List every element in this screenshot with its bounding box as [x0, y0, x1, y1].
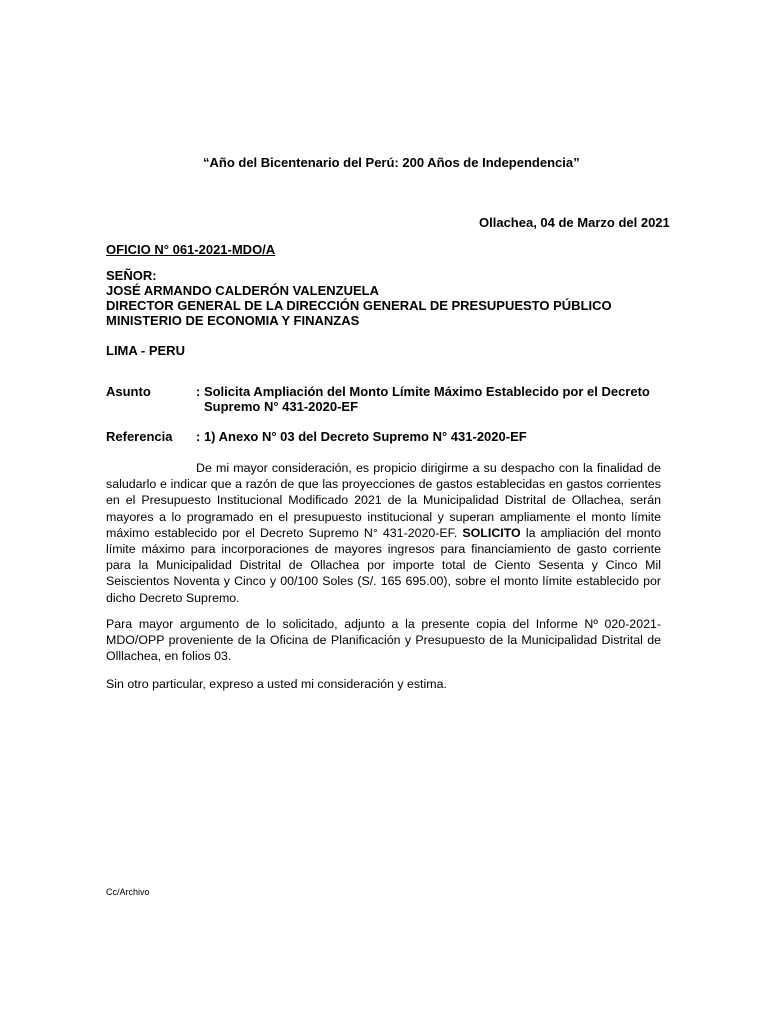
cc-archivo: Cc/Archivo [106, 887, 150, 897]
recipient-ministry: MINISTERIO DE ECONOMIA Y FINANZAS [106, 313, 360, 328]
body-paragraph-2: Para mayor argumento de lo solicitado, adjunto a la presente copia del Informe Nº 020-2021-MDO/OPP proveniente de la Oficina de Planificación y Presupuesto de la Municipalidad Distrital de Olllachea, en folios 03. [106, 617, 661, 664]
place-date: Ollachea, 04 de Marzo del 2021 [479, 215, 670, 230]
recipient-title: DIRECTOR GENERAL DE LA DIRECCIÓN GENERAL DE PRESUPUESTO PÚBLICO [106, 298, 612, 313]
referencia-text: : 1) Anexo N° 03 del Decreto Supremo N° 431-2020-EF [196, 429, 527, 444]
body-p1-solicito: SOLICITO [462, 525, 521, 540]
motto: “Año del Bicentenario del Perú: 200 Años de Independencia” [203, 155, 580, 170]
referencia-label: Referencia [106, 429, 173, 444]
oficio-number: OFICIO N° 061-2021-MDO/A [106, 242, 276, 257]
asunto-line1: : Solicita Ampliación del Monto Límite Máximo Establecido por el Decreto [196, 384, 650, 399]
body-p1-before: De mi mayor consideración, es propicio dirigirme a su despacho con la finalidad de saludarlo e indicar que a razón de que las proyecciones de gastos establecidas en gastos corrientes en el Presupuesto Institucional Modificado 2021 de la Municipalidad Distrital de Ollachea, serán mayores a lo programado en el presupuesto institucional y superan ampliamente el monto límite máximo establecido por el Decreto Supremo N° 431-2020-EF. [106, 461, 661, 540]
body-p1-after: la ampliación del monto límite máximo para incorporaciones de mayores ingresos para financiamiento de gasto corriente para la Municipalidad Distrital de Ollachea por importe total de Ciento Sesenta y Cinco Mil Seiscientos Noventa y Cinco y 00/100 Soles (S/. 165 695.00), sobre el monto límite establecido por dicho Decreto Supremo. [106, 525, 661, 605]
asunto-line2: Supremo N° 431-2020-EF [204, 399, 359, 414]
asunto-label: Asunto [106, 384, 151, 399]
recipient-city: LIMA - PERU [106, 343, 185, 358]
recipient-salutation: SEÑOR: [106, 268, 157, 283]
body-paragraph-3: Sin otro particular, expreso a usted mi consideración y estima. [106, 677, 447, 691]
recipient-name: JOSÉ ARMANDO CALDERÓN VALENZUELA [106, 283, 380, 298]
body-paragraph-1 [106, 460, 661, 606]
